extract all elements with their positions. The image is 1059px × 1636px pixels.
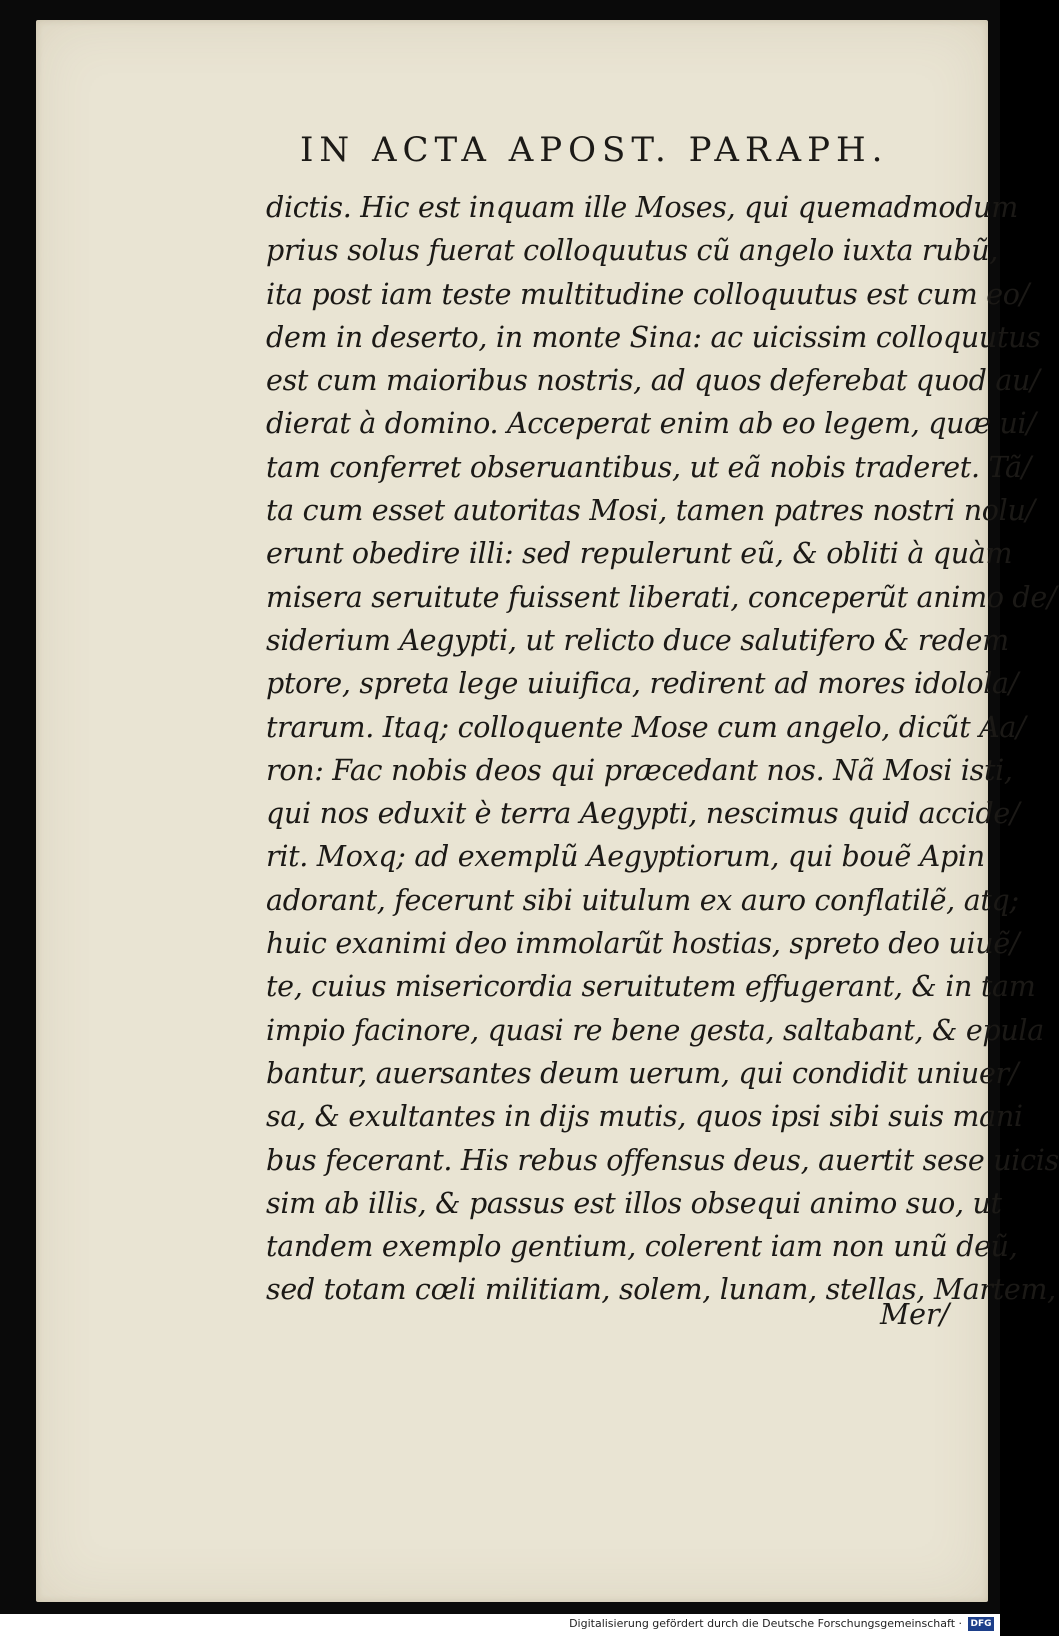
text-line: qui nos eduxit è terra Aegypti, nescimus quid accide/ — [266, 797, 1020, 831]
text-line: ita post iam teste multitudine colloquutus est cum eo/ — [266, 277, 1029, 311]
footer-bar — [0, 1614, 1000, 1636]
text-line: sim ab illis, & passus est illos obsequi animo suo, ut — [266, 1186, 1002, 1220]
text-line: bantur, auersantes deum uerum, qui condidit uniuer/ — [266, 1056, 1019, 1090]
text-line: dierat à domino. Acceperat enim ab eo legem, quæ ui/ — [266, 407, 1036, 441]
text-line: trarum. Itaq; colloquente Mose cum angelo, dicũt Aa/ — [266, 710, 1026, 744]
text-line: tam conferret obseruantibus, ut eã nobis traderet. Tã/ — [266, 450, 1031, 484]
text-line: dem in deserto, in monte Sina: ac uicissim colloquutus — [266, 320, 1041, 354]
text-line: dictis. Hic est inquam ille Moses, qui quemadmodum — [266, 191, 1018, 224]
text-line: rit. Moxq; ad exemplũ Aegyptiorum, qui bouẽ Apin — [266, 840, 985, 874]
dfg-logo-icon: DFG — [968, 1617, 994, 1631]
text-line: ptore, spreta lege uiuifica, redirent ad mores idolola/ — [266, 667, 1019, 701]
text-line: tandem exemplo gentium, colerent iam non unũ deũ, — [266, 1230, 1018, 1264]
text-line: huic exanimi deo immolarũt hostias, spreto deo uiuẽ/ — [266, 927, 1020, 961]
text-line: adorant, fecerunt sibi uitulum ex auro conflatilẽ, atq; — [266, 883, 1019, 917]
funding-credit: Digitalisierung gefördert durch die Deutsche Forschungsgemeinschaft · — [569, 1617, 962, 1630]
catchword: Mer/ — [880, 1298, 950, 1331]
text-line: sa, & exultantes in dijs mutis, quos ipsi sibi suis mani — [266, 1100, 1023, 1134]
text-line: misera seruitute fuissent liberati, conceperũt animo de/ — [266, 580, 1057, 614]
text-line: siderium Aegypti, ut relicto duce salutifero & redem — [266, 623, 1009, 657]
running-head: IN ACTA APOST. PARAPH. — [300, 130, 889, 170]
text-line: sed totam cœli militiam, solem, lunam, stellas, Martem, — [266, 1273, 1056, 1307]
text-line: ron: Fac nobis deos qui præcedant nos. Nã Mosi isti, — [266, 753, 1013, 787]
body-text — [266, 186, 1059, 1312]
text-line: te, cuius misericordia seruitutem effugerant, & in tam — [266, 970, 1036, 1004]
text-line: erunt obedire illi: sed repulerunt eũ, & obliti à quàm — [266, 537, 1013, 571]
text-line: ta cum esset autoritas Mosi, tamen patres nostri nolu/ — [266, 494, 1035, 528]
text-line: bus fecerant. His rebus offensus deus, auertit sese uicis — [266, 1143, 1059, 1177]
text-line: prius solus fuerat colloquutus cũ angelo iuxta rubũ, — [266, 234, 999, 268]
text-line: est cum maioribus nostris, ad quos deferebat quod au/ — [266, 364, 1040, 398]
text-line: impio facinore, quasi re bene gesta, saltabant, & epula — [266, 1013, 1044, 1047]
